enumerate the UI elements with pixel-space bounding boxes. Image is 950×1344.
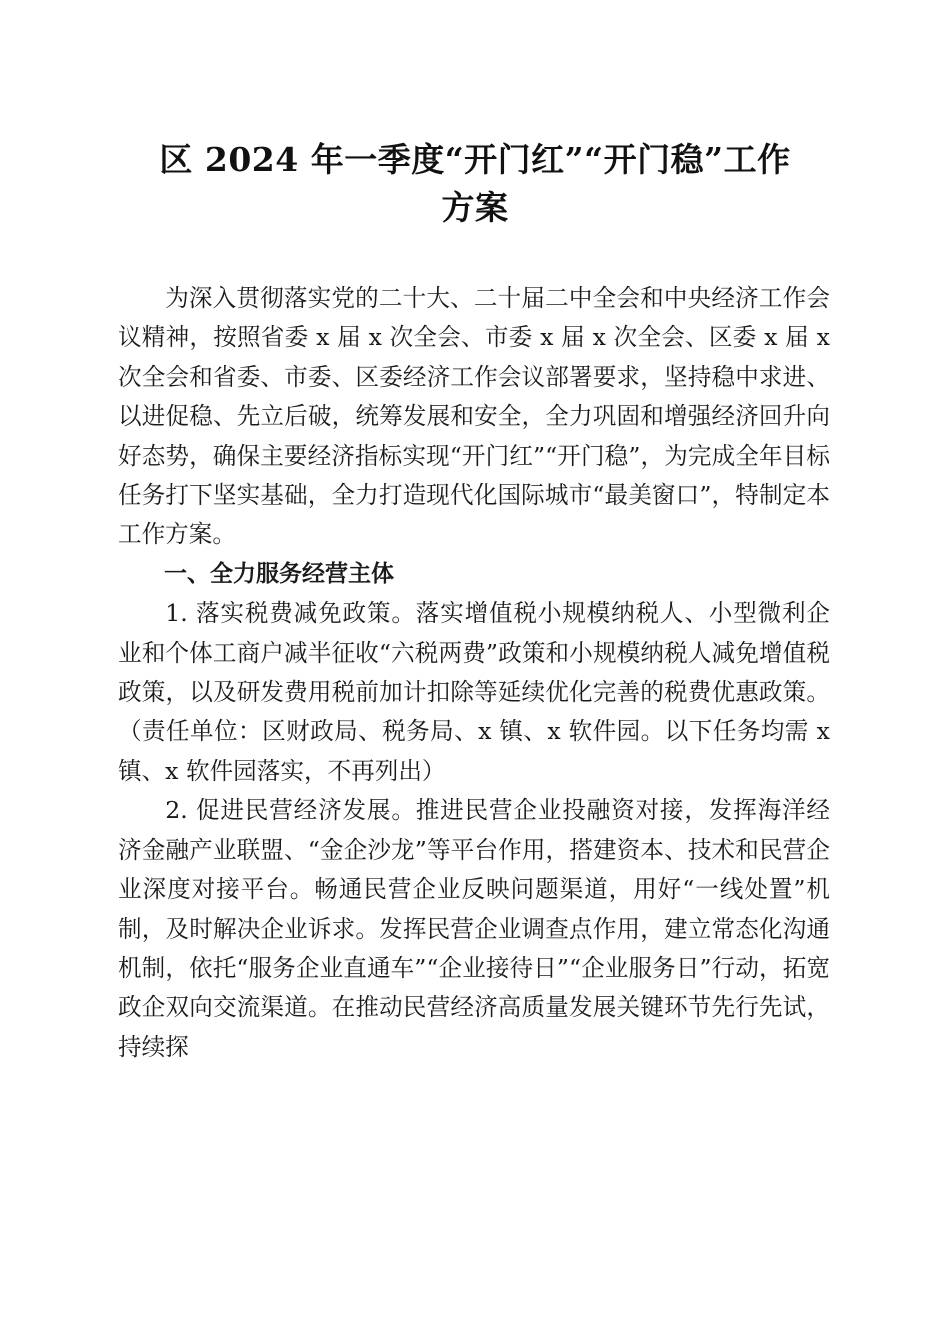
document-title bbox=[100, 136, 850, 232]
title-line-1: 区 2024 年一季度“开门红”“开门稳”工作 bbox=[159, 140, 791, 179]
section-heading-1: 一、全力服务经营主体 bbox=[164, 560, 394, 587]
item-1-paragraph: 1. 落实税费减免政策。落实增值税小规模纳税人、小型微利企业和个体工商户减半征收“六税两费”政策和小规模纳税人减免增值税政策，以及研发费用税前加计扣除等延续优化完善的税费优惠政策。（责任单位：区财政局、税务局、x 镇、x 软件园。以下任务均需 x 镇、x 软件园落实，不再列出） bbox=[118, 599, 830, 785]
document-body bbox=[118, 279, 830, 1067]
title-line-2: 方案 bbox=[441, 188, 509, 227]
intro-paragraph: 为深入贯彻落实党的二十大、二十届二中全会和中央经济工作会议精神，按照省委 x 届 x 次全会、市委 x 届 x 次全会、区委 x 届 x 次全会和省委、市委、区委经济工作会议部署要求，坚持稳中求进、以进促稳、先立后破，统筹发展和安全，全力巩固和增强经济回升向好态势，确保主要经济指标实现“开门红”“开门稳”，为完成全年目标任务打下坚实基础，全力打造现代化国际城市“最美窗口”，特制定本工作方案。 bbox=[118, 284, 830, 549]
item-2-paragraph: 2. 促进民营经济发展。推进民营企业投融资对接，发挥海洋经济金融产业联盟、“金企沙龙”等平台作用，搭建资本、技术和民营企业深度对接平台。畅通民营企业反映问题渠道，用好“一线处置”机制，及时解决企业诉求。发挥民营企业调查点作用，建立常态化沟通机制，依托“服务企业直通车”“企业接待日”“企业服务日”行动，拓宽政企双向交流渠道。在推动民营经济高质量发展关键环节先行先试，持续探 bbox=[118, 796, 830, 1061]
